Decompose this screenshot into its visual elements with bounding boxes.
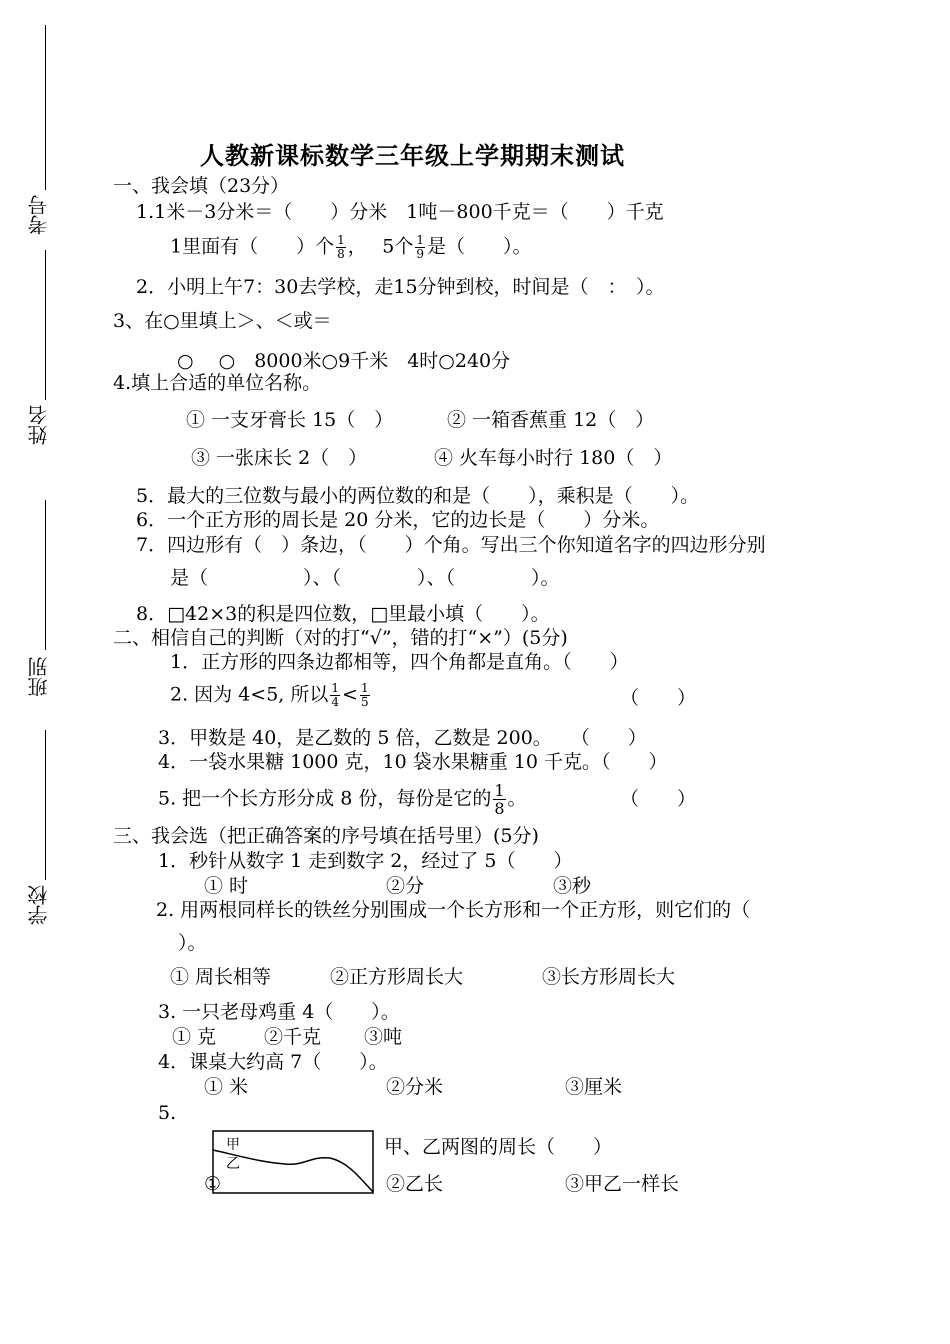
s3-q3-opt2: ②千克 xyxy=(264,1026,322,1048)
s3-q1: 1．秒针从数字 1 走到数字 2，经过了 5（ ） xyxy=(158,850,573,872)
s3-q2-line2: ）。 xyxy=(178,932,207,954)
s3-q1-opt1: ① 时 xyxy=(204,875,249,897)
s2-q2: 2. 因为 4<5, 所以 $\frac{1}{4}$ < $\frac{1}{5}$ xyxy=(170,681,369,709)
binding-line xyxy=(45,730,46,880)
s3-q1-opt2: ②分 xyxy=(386,875,425,897)
s1-q1-line2: 1里面有（ ）个 $\frac{1}{8}$ ， 5个 $\frac{1}{9}$ 是（ ）。 xyxy=(170,233,532,261)
name-label: 姓名 xyxy=(27,405,51,445)
s3-q5-stem: 甲、乙两图的周长（ ） xyxy=(384,1136,613,1158)
figure-label-yi: 乙 xyxy=(226,1156,240,1172)
s3-q3-opt1: ① 克 xyxy=(172,1026,217,1048)
fraction-one-ninth: $\frac{1}{9}$ xyxy=(416,233,425,261)
fraction-one-fifth: $\frac{1}{5}$ xyxy=(360,681,369,709)
s1-q4-item2: ② 一箱香蕉重 12（ ） xyxy=(447,409,655,431)
section-3-heading: 三、我会选（把正确答案的序号填在括号里）(5分) xyxy=(113,825,539,847)
s3-q2-opt3: ③长方形周长大 xyxy=(542,966,676,988)
s2-q2-answer-paren: （ ） xyxy=(620,687,697,709)
s3-q4-opt1: ① 米 xyxy=(204,1076,249,1098)
s1-q4-item3: ③ 一张床长 2（ ） xyxy=(191,447,368,469)
s2-q5: 5. 把一个长方形分成 8 份，每份是它的 $\frac{1}{8}$ 。 xyxy=(158,781,527,818)
s1-q6: 6．一个正方形的周长是 20 分米，它的边长是（ ）分米。 xyxy=(136,509,660,531)
s1-q4-item4: ④ 火车每小时行 180（ ） xyxy=(434,447,673,469)
s3-q5-opt3: ③甲乙一样长 xyxy=(565,1173,680,1195)
fraction-one-eighth: $\frac{1}{8}$ xyxy=(337,233,345,261)
s3-q5-opt2: ②乙长 xyxy=(386,1173,444,1195)
s3-q5-number: 5. xyxy=(158,1102,177,1124)
s3-q1-opt3: ③秒 xyxy=(553,875,592,897)
s1-q2: 2．小明上午7：30去学校，走15分钟到校，时间是（ ： ）。 xyxy=(136,276,665,298)
s3-q2-opt1: ① 周长相等 xyxy=(170,966,272,988)
s2-q5-answer-paren: （ ） xyxy=(620,788,697,810)
fraction-one-quarter: $\frac{1}{4}$ xyxy=(331,681,340,709)
fraction-one-eighth-large: $\frac{1}{8}$ xyxy=(494,781,505,818)
s1-q7-line2: 是（ ）、（ ）、（ ）。 xyxy=(170,567,560,589)
s1-q8: 8．□42×3的积是四位数，□里最小填（ ）。 xyxy=(136,603,550,625)
s1-q7-line1: 7．四边形有（ ）条边，（ ）个角。写出三个你知道名字的四边形分别 xyxy=(136,534,766,556)
school-label: 学校 xyxy=(27,885,51,925)
binding-line xyxy=(45,250,46,400)
section-1-heading: 一、我会填（23分） xyxy=(113,175,290,197)
s3-q4-opt2: ②分米 xyxy=(386,1076,444,1098)
s2-q4: 4．一袋水果糖 1000 克，10 袋水果糖重 10 千克。（ ） xyxy=(158,751,668,773)
class-label: 班别 xyxy=(27,657,51,697)
s3-q2-opt2: ②正方形周长大 xyxy=(330,966,464,988)
exam-no-label: 考号 xyxy=(27,195,51,235)
s3-q3-opt3: ③吨 xyxy=(364,1026,403,1048)
s3-q3: 3. 一只老母鸡重 4（ ）。 xyxy=(158,1001,400,1023)
s1-q1-line1: 1.1米－3分米＝（ ）分米 1吨－800千克＝（ ）千克 xyxy=(136,201,664,223)
s1-q3-items: ○ ○ 8000米○9千米 4时○240分 xyxy=(177,350,511,372)
binding-line xyxy=(45,25,46,190)
s3-q4-opt3: ③厘米 xyxy=(565,1076,623,1098)
s1-q4: 4.填上合适的单位名称。 xyxy=(113,372,322,394)
s1-q3: 3、在○里填上＞、＜或＝ xyxy=(113,310,332,332)
s2-q1: 1．正方形的四条边都相等，四个角都是直角。（ ） xyxy=(170,651,629,673)
binding-line xyxy=(45,500,46,650)
section-2-heading: 二、相信自己的判断（对的打“√”，错的打“×”）(5分) xyxy=(113,627,568,649)
s3-q5-opt1: ① xyxy=(204,1173,222,1195)
s1-q4-item1: ① 一支牙膏长 15（ ） xyxy=(186,409,394,431)
s3-q4: 4．课桌大约高 7（ ）。 xyxy=(158,1051,388,1073)
page-title: 人教新课标数学三年级上学期期末测试 xyxy=(200,141,625,170)
figure-label-jia: 甲 xyxy=(226,1137,240,1153)
s3-q2-line1: 2. 用两根同样长的铁丝分别围成一个长方形和一个正方形，则它们的（ xyxy=(156,899,751,921)
s2-q3: 3．甲数是 40，是乙数的 5 倍，乙数是 200。 （ ） xyxy=(158,727,647,749)
s1-q5: 5．最大的三位数与最小的两位数的和是（ ），乘积是（ ）。 xyxy=(136,485,700,507)
